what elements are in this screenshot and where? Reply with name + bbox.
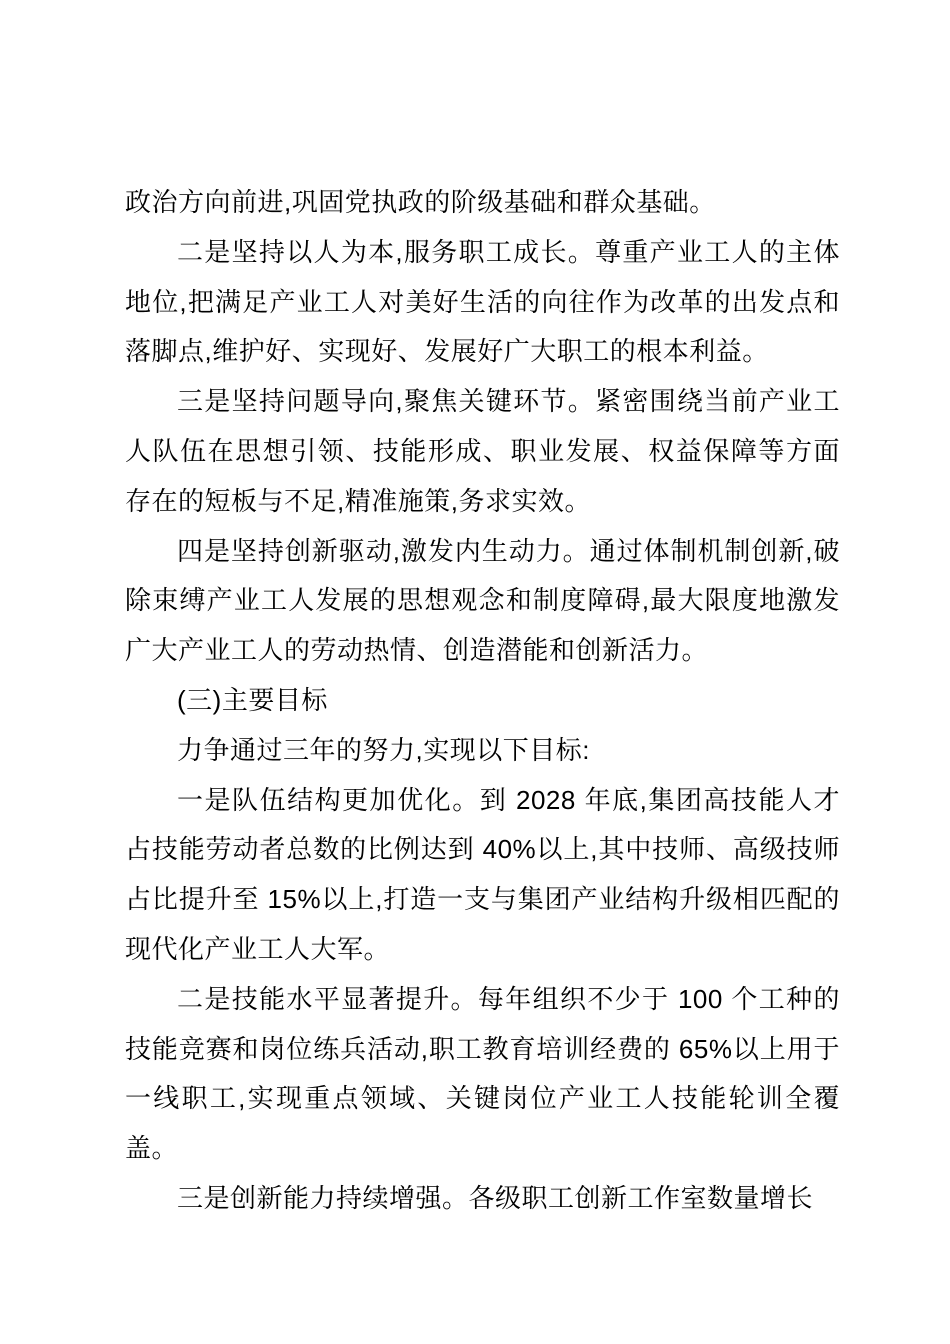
paragraph-principle-2: 二是坚持以人为本,服务职工成长。尊重产业工人的主体地位,把满足产业工人对美好生活的向往作为改革的出发点和落脚点,维护好、实现好、发展好广大职工的根本利益。 [125, 236, 840, 367]
paragraph-goal-1: 一是队伍结构更加优化。到 2028 年底,集团高技能人才占技能劳动者总数的比例达到 40%以上,其中技师、高级技师占比提升至 15%以上,打造一支与集团产业结构升级相匹配的现代化产业工人大军。 [125, 784, 840, 964]
paragraph-goal-2: 二是技能水平显著提升。每年组织不少于 100 个工种的技能竞赛和岗位练兵活动,职工教育培训经费的 65%以上用于一线职工,实现重点领域、关键岗位产业工人技能轮训全覆盖。 [125, 983, 840, 1164]
document-page [125, 178, 840, 1224]
paragraph-continuation: 政治方向前进,巩固党执政的阶级基础和群众基础。 [125, 187, 716, 217]
paragraph-goals-intro: 力争通过三年的努力,实现以下目标: [177, 734, 590, 765]
section-heading-main-goals: (三)主要目标 [177, 684, 328, 715]
paragraph-principle-3: 三是坚持问题导向,聚焦关键环节。紧密围绕当前产业工人队伍在思想引领、技能形成、职业发展、权益保障等方面存在的短板与不足,精准施策,务求实效。 [125, 386, 840, 516]
paragraph-principle-4: 四是坚持创新驱动,激发内生动力。通过体制机制创新,破除束缚产业工人发展的思想观念和制度障碍,最大限度地激发广大产业工人的劳动热情、创造潜能和创新活力。 [125, 535, 840, 666]
paragraph-goal-3-truncated: 三是创新能力持续增强。各级职工创新工作室数量增长 [177, 1182, 814, 1213]
